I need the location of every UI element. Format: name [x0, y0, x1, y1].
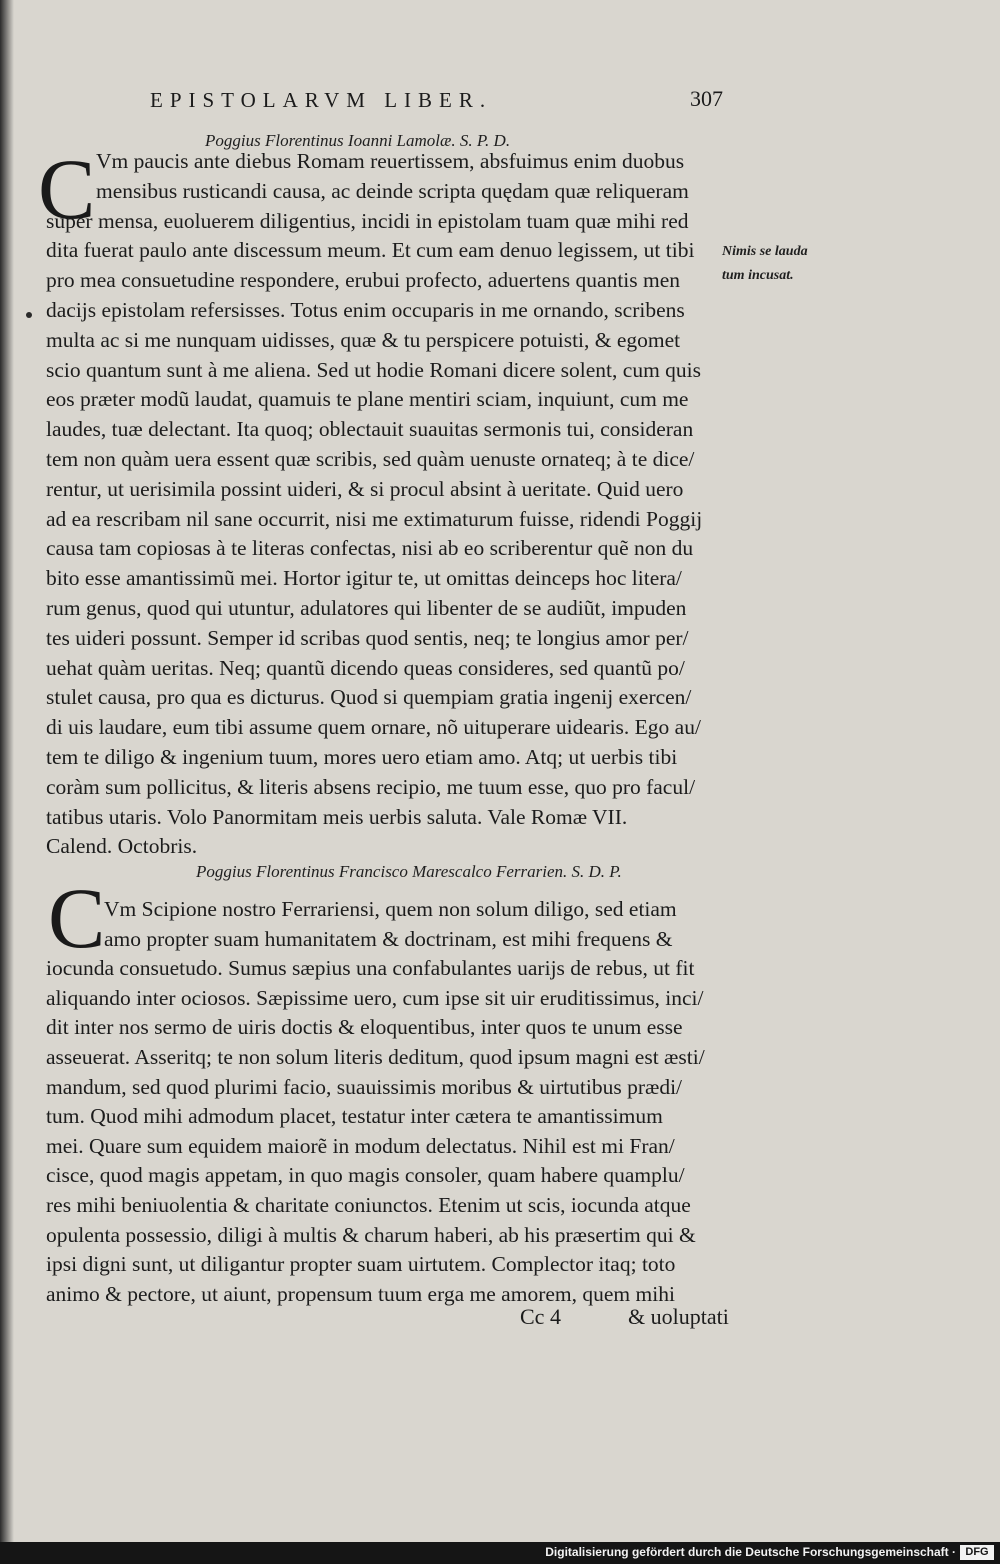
letter2-line: mandum, sed quod plurimi facio, suauissimis moribus & uirtutibus prædi/ — [46, 1074, 683, 1099]
margin-note-line2: tum incusat. — [722, 268, 794, 283]
letter1-line: tes uideri possunt. Semper id scribas quod sentis, neq; te longius amor per/ — [46, 625, 689, 650]
letter2-line: aliquando inter ociosos. Sæpissime uero, cum ipse sit uir eruditissimus, inci/ — [46, 985, 704, 1010]
letter1-line: dita fuerat paulo ante discessum meum. Et cum eam denuo legissem, ut tibi — [46, 238, 695, 263]
letter2-line: animo & pectore, ut aiunt, propensum tuum erga me amorem, quem mihi — [46, 1281, 675, 1306]
letter2-line: Vm Scipione nostro Ferrariensi, quem non solum diligo, sed etiam — [104, 897, 677, 921]
letter1-line: eos præter modũ laudat, quamuis te plane mentiri sciam, inquiunt, cum me — [46, 387, 689, 412]
letter1-line: tem non quàm uera essent quæ scribis, sed quàm uenuste ornateq; à te dice/ — [46, 447, 695, 471]
letter1-line: uehat quàm ueritas. Neq; quantũ dicendo queas consideres, sed quantũ po/ — [46, 655, 685, 680]
letter2-heading: Poggius Florentinus Francisco Marescalco Ferrarien. S. D. P. — [196, 862, 622, 881]
letter1-line: multa ac si me nunquam uidisses, quæ & tu perspicere potuisti, & egomet — [46, 327, 681, 352]
running-title: EPISTOLARVM LIBER. — [150, 88, 493, 112]
binding-shadow — [0, 0, 14, 1542]
letter1-line: pro mea consuetudine respondere, erubui profecto, aduertens quantis men — [46, 268, 681, 293]
letter1-line: di uis laudare, eum tibi assume quem ornare, nõ uituperare uidearis. Ego au/ — [46, 715, 701, 740]
letter1-line: stulet causa, pro qua es dicturus. Quod si quempiam gratia ingenij exercen/ — [46, 685, 692, 710]
letter2-line: res mihi beniuolentia & charitate coniunctos. Etenim ut scis, iocunda atque — [46, 1193, 691, 1217]
letter2-line: amo propter suam humanitatem & doctrinam, est mihi frequens & — [104, 926, 673, 951]
letter1-line: scio quantum sunt à me aliena. Sed ut hodie Romani dicere solent, cum quis — [46, 357, 702, 382]
catchword: & uoluptati — [628, 1304, 729, 1329]
margin-note-line1: Nimis se lauda — [722, 244, 808, 259]
letter1-line: Vm paucis ante diebus Romam reuertissem, absfuimus enim duobus — [96, 149, 685, 173]
margin-bullet — [26, 312, 32, 318]
letter2-line: opulenta possessio, diligi à multis & charum haberi, ab his præsertim qui & — [46, 1222, 696, 1247]
letter2-line: dit inter nos sermo de uiris doctis & eloquentibus, inter quos te unum esse — [46, 1015, 683, 1040]
letter1-line: super mensa, euoluerem diligentius, incidi in epistolam tuam quæ mihi red — [46, 208, 689, 233]
letter1-line: tem te diligo & ingenium tuum, mores uero etiam amo. Atq; ut uerbis tibi — [46, 745, 678, 769]
footer-bar — [0, 1542, 1000, 1564]
letter2-line: ipsi digni sunt, ut diligantur propter suam uirtutem. Complector itaq; toto — [46, 1252, 676, 1277]
letter1-line: Calend. Octobris. — [46, 834, 198, 859]
letter1-line: mensibus rusticandi causa, ac deinde scripta quędam quæ reliqueram — [96, 178, 689, 203]
letter1-line: tatibus utaris. Volo Panormitam meis uerbis saluta. Vale Romæ VII. — [46, 804, 628, 829]
letter2-line: tum. Quod mihi admodum placet, testatur inter cætera te amantissimum — [46, 1104, 663, 1129]
letter1-line: bito esse amantissimũ mei. Hortor igitur te, ut omittas deinceps hoc litera/ — [46, 566, 682, 591]
letter1-line: coràm sum pollicitus, & literis absens recipio, me tuum esse, quo pro facul/ — [46, 774, 696, 799]
letter2-initial: C — [48, 870, 106, 966]
letter1-line: dacijs epistolam refersisses. Totus enim occuparis in me ornando, scribens — [46, 298, 685, 322]
letter2-line: mei. Quare sum equidem maiorẽ in modum delectatus. Nihil est mi Fran/ — [46, 1133, 675, 1158]
letter1-line: causa tam copiosas à te literas confectas, nisi ab eo scriberentur quẽ non du — [46, 536, 694, 561]
running-head — [0, 88, 1000, 112]
footer-credit: Digitalisierung gefördert durch die Deutsche Forschungsgemeinschaft · — [545, 1545, 956, 1559]
signature-mark: Cc 4 — [520, 1304, 561, 1329]
folio-number: 307 — [690, 86, 723, 111]
letter1-line: ad ea rescribam nil sane occurrit, nisi me extimaturum fuisse, ridendi Poggij — [46, 506, 703, 531]
letter2-line: asseuerat. Asseritq; te non solum literis deditum, quod ipsum magni est æsti/ — [46, 1045, 705, 1069]
letter2-line: iocunda consuetudo. Sumus sæpius una confabulantes uarijs de rebus, ut fit — [46, 956, 695, 981]
letter1-initial: C — [38, 141, 96, 237]
letter2-line: cisce, quod magis appetam, in quo magis consoler, quam habere quamplu/ — [46, 1163, 685, 1188]
letter1-heading: Poggius Florentinus Ioanni Lamolæ. S. P. D. — [205, 131, 511, 150]
letter1-line: rentur, ut uerisimila possint uideri, & si procul absint à ueritate. Quid uero — [46, 476, 684, 501]
letter1-line: rum genus, quod qui utuntur, adulatores qui libenter de se audiũt, impuden — [46, 596, 687, 620]
letter1-line: laudes, tuæ delectant. Ita quoq; oblectauit suauitas sermonis tui, consideran — [46, 417, 694, 442]
dfg-logo: DFG — [960, 1545, 994, 1560]
